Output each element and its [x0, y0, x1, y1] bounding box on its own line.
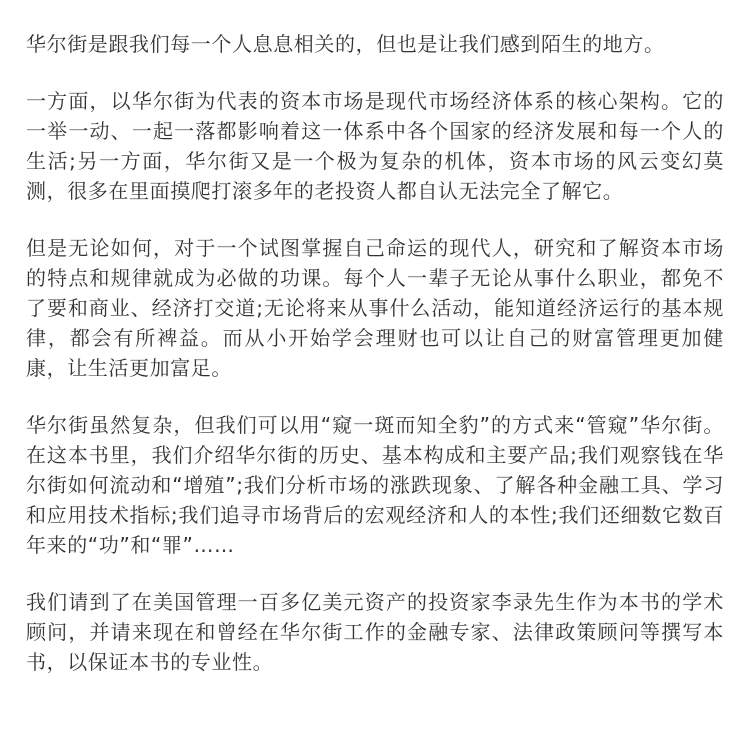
paragraph-2: 一方面，以华尔街为代表的资本市场是现代市场经济体系的核心架构。它的一举一动、一起一落都影响着这一体系中各个国家的经济发展和每一个人的生活;另一方面，华尔街又是一个极为复杂的机体，资本市场的风云变幻莫测，很多在里面摸爬打滚多年的老投资人都自认无法完全了解它。: [26, 89, 724, 203]
paragraph-5: 我们请到了在美国管理一百多亿美元资产的投资家李录先生作为本书的学术顾问，并请来现在和曾经在华尔街工作的金融专家、法律政策顾问等撰写本书，以保证本书的专业性。: [26, 590, 724, 674]
paragraph-1: 华尔街是跟我们每一个人息息相关的，但也是让我们感到陌生的地方。: [26, 32, 665, 56]
paragraph-4: 华尔街虽然复杂，但我们可以用“窥一斑而知全豹”的方式来“管窥”华尔街。在这本书里，我们介绍华尔街的历史、基本构成和主要产品;我们观察钱在华尔街如何流动和“增殖”;我们分析市场的涨跌现象、了解各种金融工具、学习和应用技术指标;我们追寻市场背后的宏观经济和人的本性;我们还细数它数百年来的“功”和“罪”……: [26, 413, 724, 557]
paragraph-3: 但是无论如何，对于一个试图掌握自己命运的现代人，研究和了解资本市场的特点和规律就成为必做的功课。每个人一辈子无论从事什么职业，都免不了要和商业、经济打交道;无论将来从事什么活动，能知道经济运行的基本规律，都会有所裨益。而从小开始学会理财也可以让自己的财富管理更加健康，让生活更加富足。: [26, 236, 724, 380]
